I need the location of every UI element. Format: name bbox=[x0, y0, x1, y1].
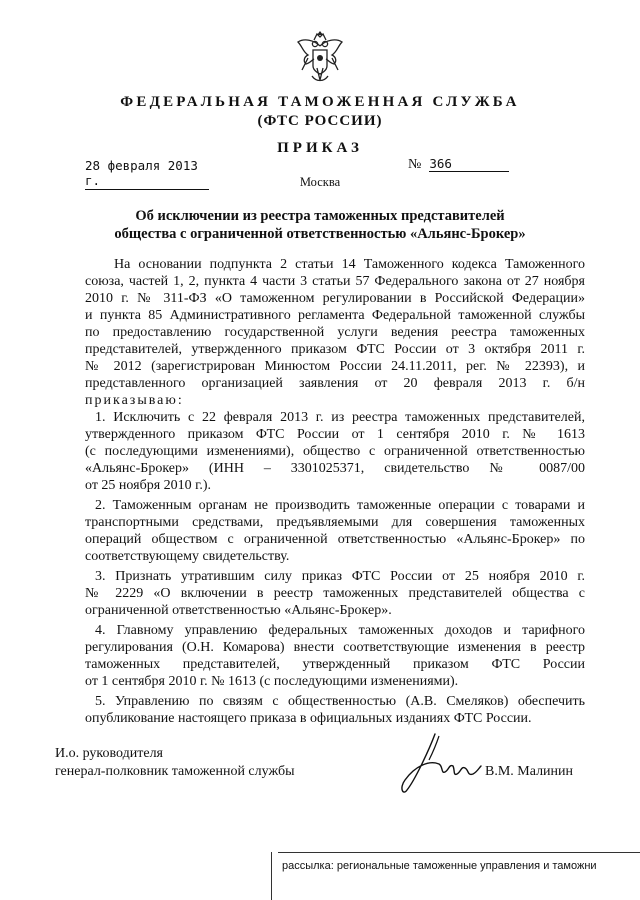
order-number: 366 bbox=[429, 156, 509, 172]
signatory-name: В.М. Малинин bbox=[485, 764, 574, 779]
body-line: № 2229 «О включении в реестр таможенных представителей общества с bbox=[85, 586, 585, 601]
coat-of-arms-emblem-icon bbox=[294, 30, 346, 88]
body-line: «Альянс-Брокер» (ИНН – 3301025371, свидетельство № 0087/00 bbox=[85, 461, 585, 476]
title-line: общества с ограниченной ответственностью «Альянс-Брокер» bbox=[114, 226, 526, 242]
body-line: 1. Исключить с 22 февраля 2013 г. из реестра таможенных представителей, bbox=[95, 410, 585, 425]
body-line: ограниченной ответственностью «Альянс-Брокер». bbox=[85, 603, 392, 618]
distribution-divider bbox=[278, 852, 640, 853]
handwritten-signature-icon bbox=[395, 730, 485, 800]
body-line: утвержденного приказом ФТС России от 1 сентября 2010 г. № 1613 bbox=[85, 427, 585, 442]
body-line: от 1 сентября 2010 г. № 1613 (с последующими изменениями). bbox=[85, 674, 459, 689]
city: Москва bbox=[299, 175, 341, 189]
body-line: по предоставлению государственной услуги ведения реестра таможенных bbox=[85, 325, 585, 340]
body-line: союза, частей 1, 2, пункта 4 части 3 статьи 57 Федерального закона от 27 ноября bbox=[85, 274, 585, 289]
body-line: опубликование настоящего приказа в официальных изданиях ФТС России. bbox=[85, 711, 532, 726]
agency-name: ФЕДЕРАЛЬНАЯ ТАМОЖЕННАЯ СЛУЖБА bbox=[120, 94, 520, 110]
body-line: регулирования (О.Н. Комарова) внести соответствующие изменения в реестр bbox=[85, 640, 585, 655]
number-label: № bbox=[408, 157, 422, 172]
body-line: транспортными средствами, предъявляемыми для совершения таможенных bbox=[85, 515, 585, 530]
body-line: 5. Управлению по связям с общественностью (А.В. Смеляков) обеспечить bbox=[95, 694, 585, 709]
order-word: приказываю: bbox=[85, 393, 184, 408]
body-line: соответствующему свидетельству. bbox=[85, 549, 290, 564]
document-type: ПРИКАЗ bbox=[277, 140, 363, 156]
body-line: и пункта 85 Административного регламента Федеральной таможенной службы bbox=[85, 308, 585, 323]
body-line: операций обществом с ограниченной ответственностью «Альянс-Брокер» по bbox=[85, 532, 585, 547]
distribution-box bbox=[271, 852, 640, 900]
order-date: 28 февраля 2013 г. bbox=[85, 158, 209, 190]
body-line: 4. Главному управлению федеральных таможенных доходов и тарифного bbox=[95, 623, 585, 638]
body-line: На основании подпункта 2 статьи 14 Таможенного кодекса Таможенного bbox=[114, 257, 585, 272]
body-line: 3. Признать утратившим силу приказ ФТС России от 25 ноября 2010 г. bbox=[95, 569, 585, 584]
body-line: представленного организацией заявления от 20 февраля 2013 г. б/н bbox=[85, 376, 585, 391]
order-number-block bbox=[408, 156, 509, 173]
distribution-list: рассылка: региональные таможенные управления и таможни bbox=[282, 860, 597, 872]
agency-short-name: (ФТС РОССИИ) bbox=[257, 113, 383, 129]
body-line: таможенных представителей, утвержденный приказом ФТС России bbox=[85, 657, 585, 672]
signatory-rank: генерал-полковник таможенной службы bbox=[55, 764, 295, 779]
body-line: 2010 г. № 311-ФЗ «О таможенном регулировании в Российской Федерации» bbox=[85, 291, 585, 306]
body-line: № 2012 (зарегистрирован Минюстом России 24.11.2011, рег. № 22393), и bbox=[85, 359, 585, 374]
body-line: 2. Таможенным органам не производить таможенные операции с товарами и bbox=[95, 498, 585, 513]
signatory-position: И.о. руководителя bbox=[55, 746, 164, 761]
body-line: от 25 ноября 2010 г.). bbox=[85, 478, 211, 493]
body-line: представителей, утвержденного приказом ФТС России от 3 октября 2011 г. bbox=[85, 342, 585, 357]
title-line: Об исключении из реестра таможенных представителей bbox=[135, 208, 505, 224]
body-line: (с последующими изменениями), общество с ограниченной ответственностью bbox=[85, 444, 585, 459]
